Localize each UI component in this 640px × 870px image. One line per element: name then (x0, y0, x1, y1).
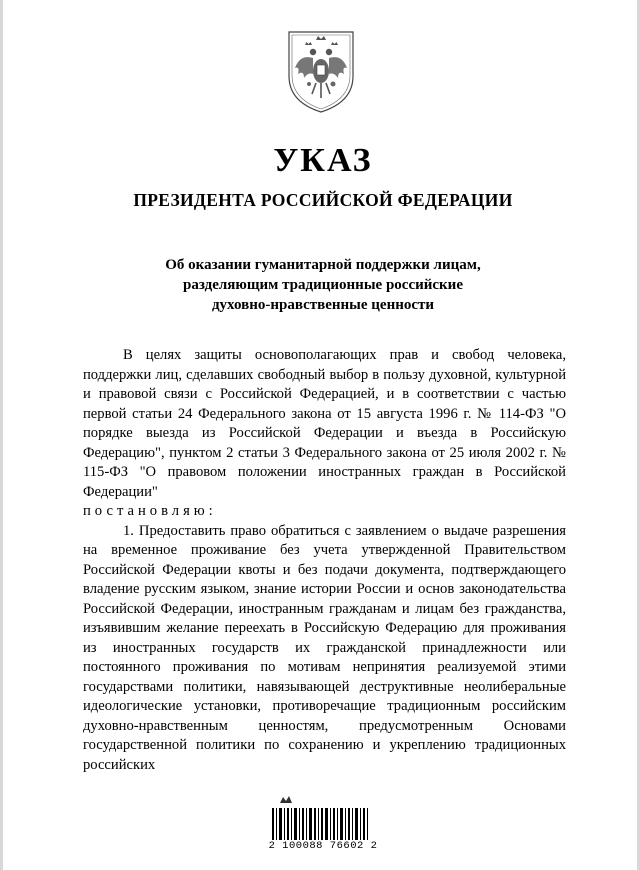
russian-coat-of-arms-icon (286, 28, 356, 114)
barcode-icon (271, 808, 369, 840)
decree-body (83, 346, 566, 775)
document-subtitle: ПРЕЗИДЕНТА РОССИЙСКОЙ ФЕДЕРАЦИИ (133, 190, 513, 210)
printer-mark-icon (279, 794, 293, 804)
decree-heading (123, 255, 523, 315)
preamble-paragraph: В целях защиты основополагающих прав и свобод человека, поддержки лиц, сделавших свободный выбор в пользу духовной, культурной и правовой связи с Российской Федерацией, и в соответствии с частью первой статьи 24 Федерального закона от 15 августа 1996 г. № 114-ФЗ "О порядке выезда из Российской Федерации и въезда в Российскую Федерацию", пунктом 2 статьи 3 Федерального закона от 25 июля 2002 г. № 115-ФЗ "О правовом положении иностранных граждан в Российской Федерации" (83, 347, 566, 500)
heading-line: Об оказании гуманитарной поддержки лицам, (165, 257, 481, 273)
clause-1-paragraph: 1. Предоставить право обратиться с заявлением о выдаче разрешения на временное проживание без учета утвержденной Правительством Российской Федерации квоты и без подачи документа, подтверждающего владение русским языком, знание истории России и основ законодательства Российской Федерации, иностранным гражданам и лицам без гражданства, изъявившим желание переехать в Российскую Федерацию для проживания из иностранных государств их гражданской принадлежности или постоянного проживания по мотивам непринятия реализуемой этими государствами политики, навязывающей деструктивные неолиберальные идеологические установки, противоречащие традиционным российским духовно-нравственным ценностям, предусмотренным Основами государственной политики по сохранению и укреплению традиционных российских (83, 522, 566, 773)
barcode-number: 2 100088 76602 2 (268, 840, 378, 852)
document-title: УКАЗ (273, 142, 373, 179)
heading-line: разделяющим традиционные российские (183, 277, 463, 293)
heading-line: духовно-нравственные ценности (211, 297, 435, 313)
decree-word: постановляю: (83, 503, 217, 519)
